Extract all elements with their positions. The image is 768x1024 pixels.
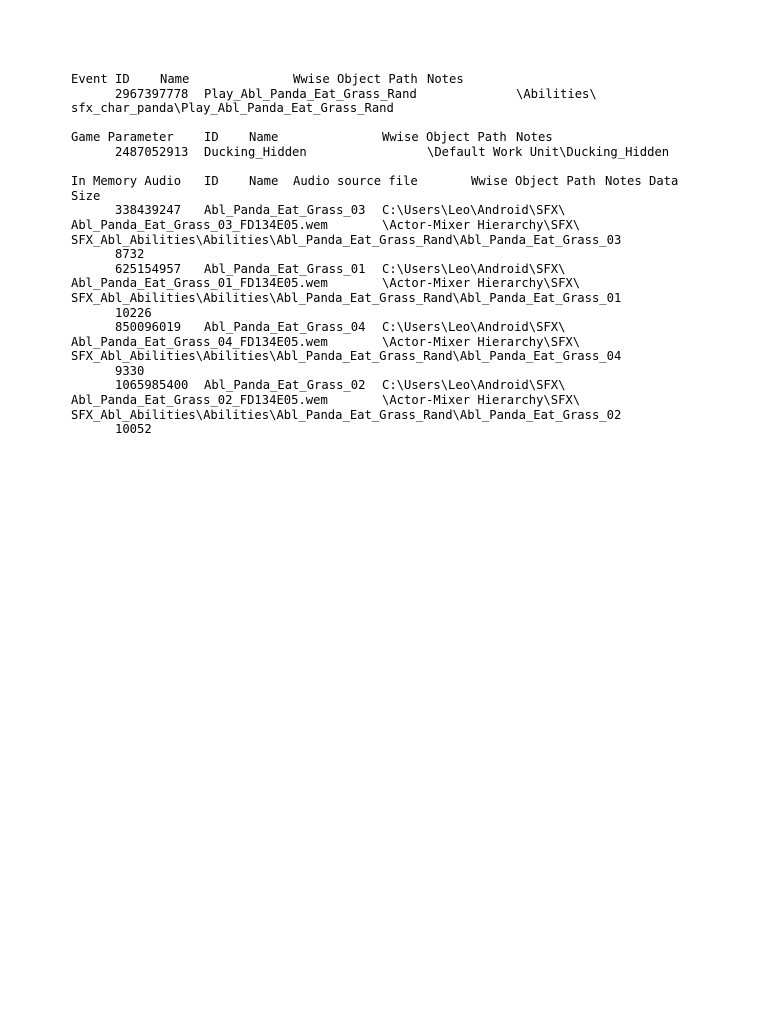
audio-row-continued (71, 349, 711, 364)
audio-source-line2: Abl_Panda_Eat_Grass_03_FD134E05.wem (71, 217, 328, 232)
audio-row (71, 378, 711, 393)
in-memory-audio-section-header: In Memory Audio (71, 174, 182, 189)
audio-path-line2: SFX_Abl_Abilities\Abilities\Abl_Panda_Eat_Grass_Rand\Abl_Panda_Eat_Grass_03 (71, 232, 622, 247)
game-parameter-id: 2487052913 (115, 144, 189, 159)
event-path-line1: \Abilities\ (516, 86, 597, 101)
in-memory-audio-name-header: Name (249, 174, 279, 189)
section-spacer (71, 116, 711, 131)
event-path-line2: sfx_char_panda\Play_Abl_Panda_Eat_Grass_Rand (71, 101, 394, 116)
audio-row-continued (71, 218, 711, 233)
audio-name: Abl_Panda_Eat_Grass_04 (204, 320, 366, 335)
audio-source-line2: Abl_Panda_Eat_Grass_04_FD134E05.wem (71, 334, 328, 349)
audio-id: 850096019 (115, 320, 182, 335)
audio-row-continued (71, 233, 711, 248)
audio-row (71, 203, 711, 218)
events-name-header: Name (160, 72, 190, 86)
in-memory-audio-id-header: ID (204, 174, 219, 189)
audio-source-line2: Abl_Panda_Eat_Grass_02_FD134E05.wem (71, 393, 328, 408)
audio-id: 338439247 (115, 203, 182, 218)
audio-row-continued (71, 364, 711, 379)
audio-name: Abl_Panda_Eat_Grass_03 (204, 203, 366, 218)
game-parameter-name: Ducking_Hidden (204, 144, 307, 159)
audio-id: 625154957 (115, 261, 182, 276)
audio-row-continued (71, 408, 711, 423)
game-parameters-section-header: Game Parameter (71, 130, 174, 145)
audio-path-line1: \Actor-Mixer Hierarchy\SFX\ (382, 217, 581, 232)
audio-row-continued (71, 335, 711, 350)
audio-row-continued (71, 393, 711, 408)
in-memory-audio-notes-header: Notes (605, 174, 642, 189)
audio-name: Abl_Panda_Eat_Grass_02 (204, 378, 366, 393)
section-spacer (71, 160, 711, 175)
audio-name: Abl_Panda_Eat_Grass_01 (204, 261, 366, 276)
audio-row-continued (71, 291, 711, 306)
audio-row-continued (71, 422, 711, 437)
in-memory-audio-source-header: Audio source file (293, 174, 418, 189)
audio-path-line2: SFX_Abl_Abilities\Abilities\Abl_Panda_Eat_Grass_Rand\Abl_Panda_Eat_Grass_02 (71, 407, 622, 422)
audio-source-line2: Abl_Panda_Eat_Grass_01_FD134E05.wem (71, 276, 328, 291)
audio-row (71, 320, 711, 335)
audio-id: 1065985400 (115, 378, 189, 393)
audio-path-line1: \Actor-Mixer Hierarchy\SFX\ (382, 276, 581, 291)
game-parameters-name-header: Name (249, 130, 279, 145)
audio-source-line1: C:\Users\Leo\Android\SFX\ (382, 261, 566, 276)
audio-path-line1: \Actor-Mixer Hierarchy\SFX\ (382, 334, 581, 349)
audio-size: 10226 (115, 305, 152, 320)
events-section-header: Event ID (71, 72, 130, 86)
audio-source-line1: C:\Users\Leo\Android\SFX\ (382, 378, 566, 393)
events-header-row (71, 72, 711, 87)
audio-source-line1: C:\Users\Leo\Android\SFX\ (382, 203, 566, 218)
document-page (71, 72, 711, 437)
game-parameters-id-header: ID (204, 130, 219, 145)
event-name: Play_Abl_Panda_Eat_Grass_Rand (204, 86, 417, 101)
event-id: 2967397778 (115, 86, 189, 101)
game-parameters-notes-header: Notes (516, 130, 553, 145)
audio-source-line1: C:\Users\Leo\Android\SFX\ (382, 320, 566, 335)
game-parameter-row (71, 145, 711, 160)
in-memory-audio-data-header: Data (649, 174, 679, 189)
audio-row-continued (71, 247, 711, 262)
events-notes-header: Notes (427, 72, 464, 86)
game-parameters-path-header: Wwise Object Path (382, 130, 507, 145)
audio-row-continued (71, 276, 711, 291)
audio-path-line1: \Actor-Mixer Hierarchy\SFX\ (382, 393, 581, 408)
in-memory-audio-path-header: Wwise Object Path (471, 174, 596, 189)
event-row (71, 87, 711, 102)
audio-path-line2: SFX_Abl_Abilities\Abilities\Abl_Panda_Eat_Grass_Rand\Abl_Panda_Eat_Grass_01 (71, 290, 622, 305)
event-row-continued (71, 101, 711, 116)
in-memory-audio-header-row-continued (71, 189, 711, 204)
game-parameter-path: \Default Work Unit\Ducking_Hidden (427, 144, 670, 159)
audio-size: 9330 (115, 363, 145, 378)
in-memory-audio-size-header: Size (71, 188, 101, 203)
audio-size: 10052 (115, 422, 152, 437)
audio-row-continued (71, 306, 711, 321)
game-parameters-header-row (71, 130, 711, 145)
in-memory-audio-header-row (71, 174, 711, 189)
audio-row (71, 262, 711, 277)
audio-size: 8732 (115, 247, 145, 262)
events-path-header: Wwise Object Path (293, 72, 418, 86)
audio-path-line2: SFX_Abl_Abilities\Abilities\Abl_Panda_Eat_Grass_Rand\Abl_Panda_Eat_Grass_04 (71, 349, 622, 364)
